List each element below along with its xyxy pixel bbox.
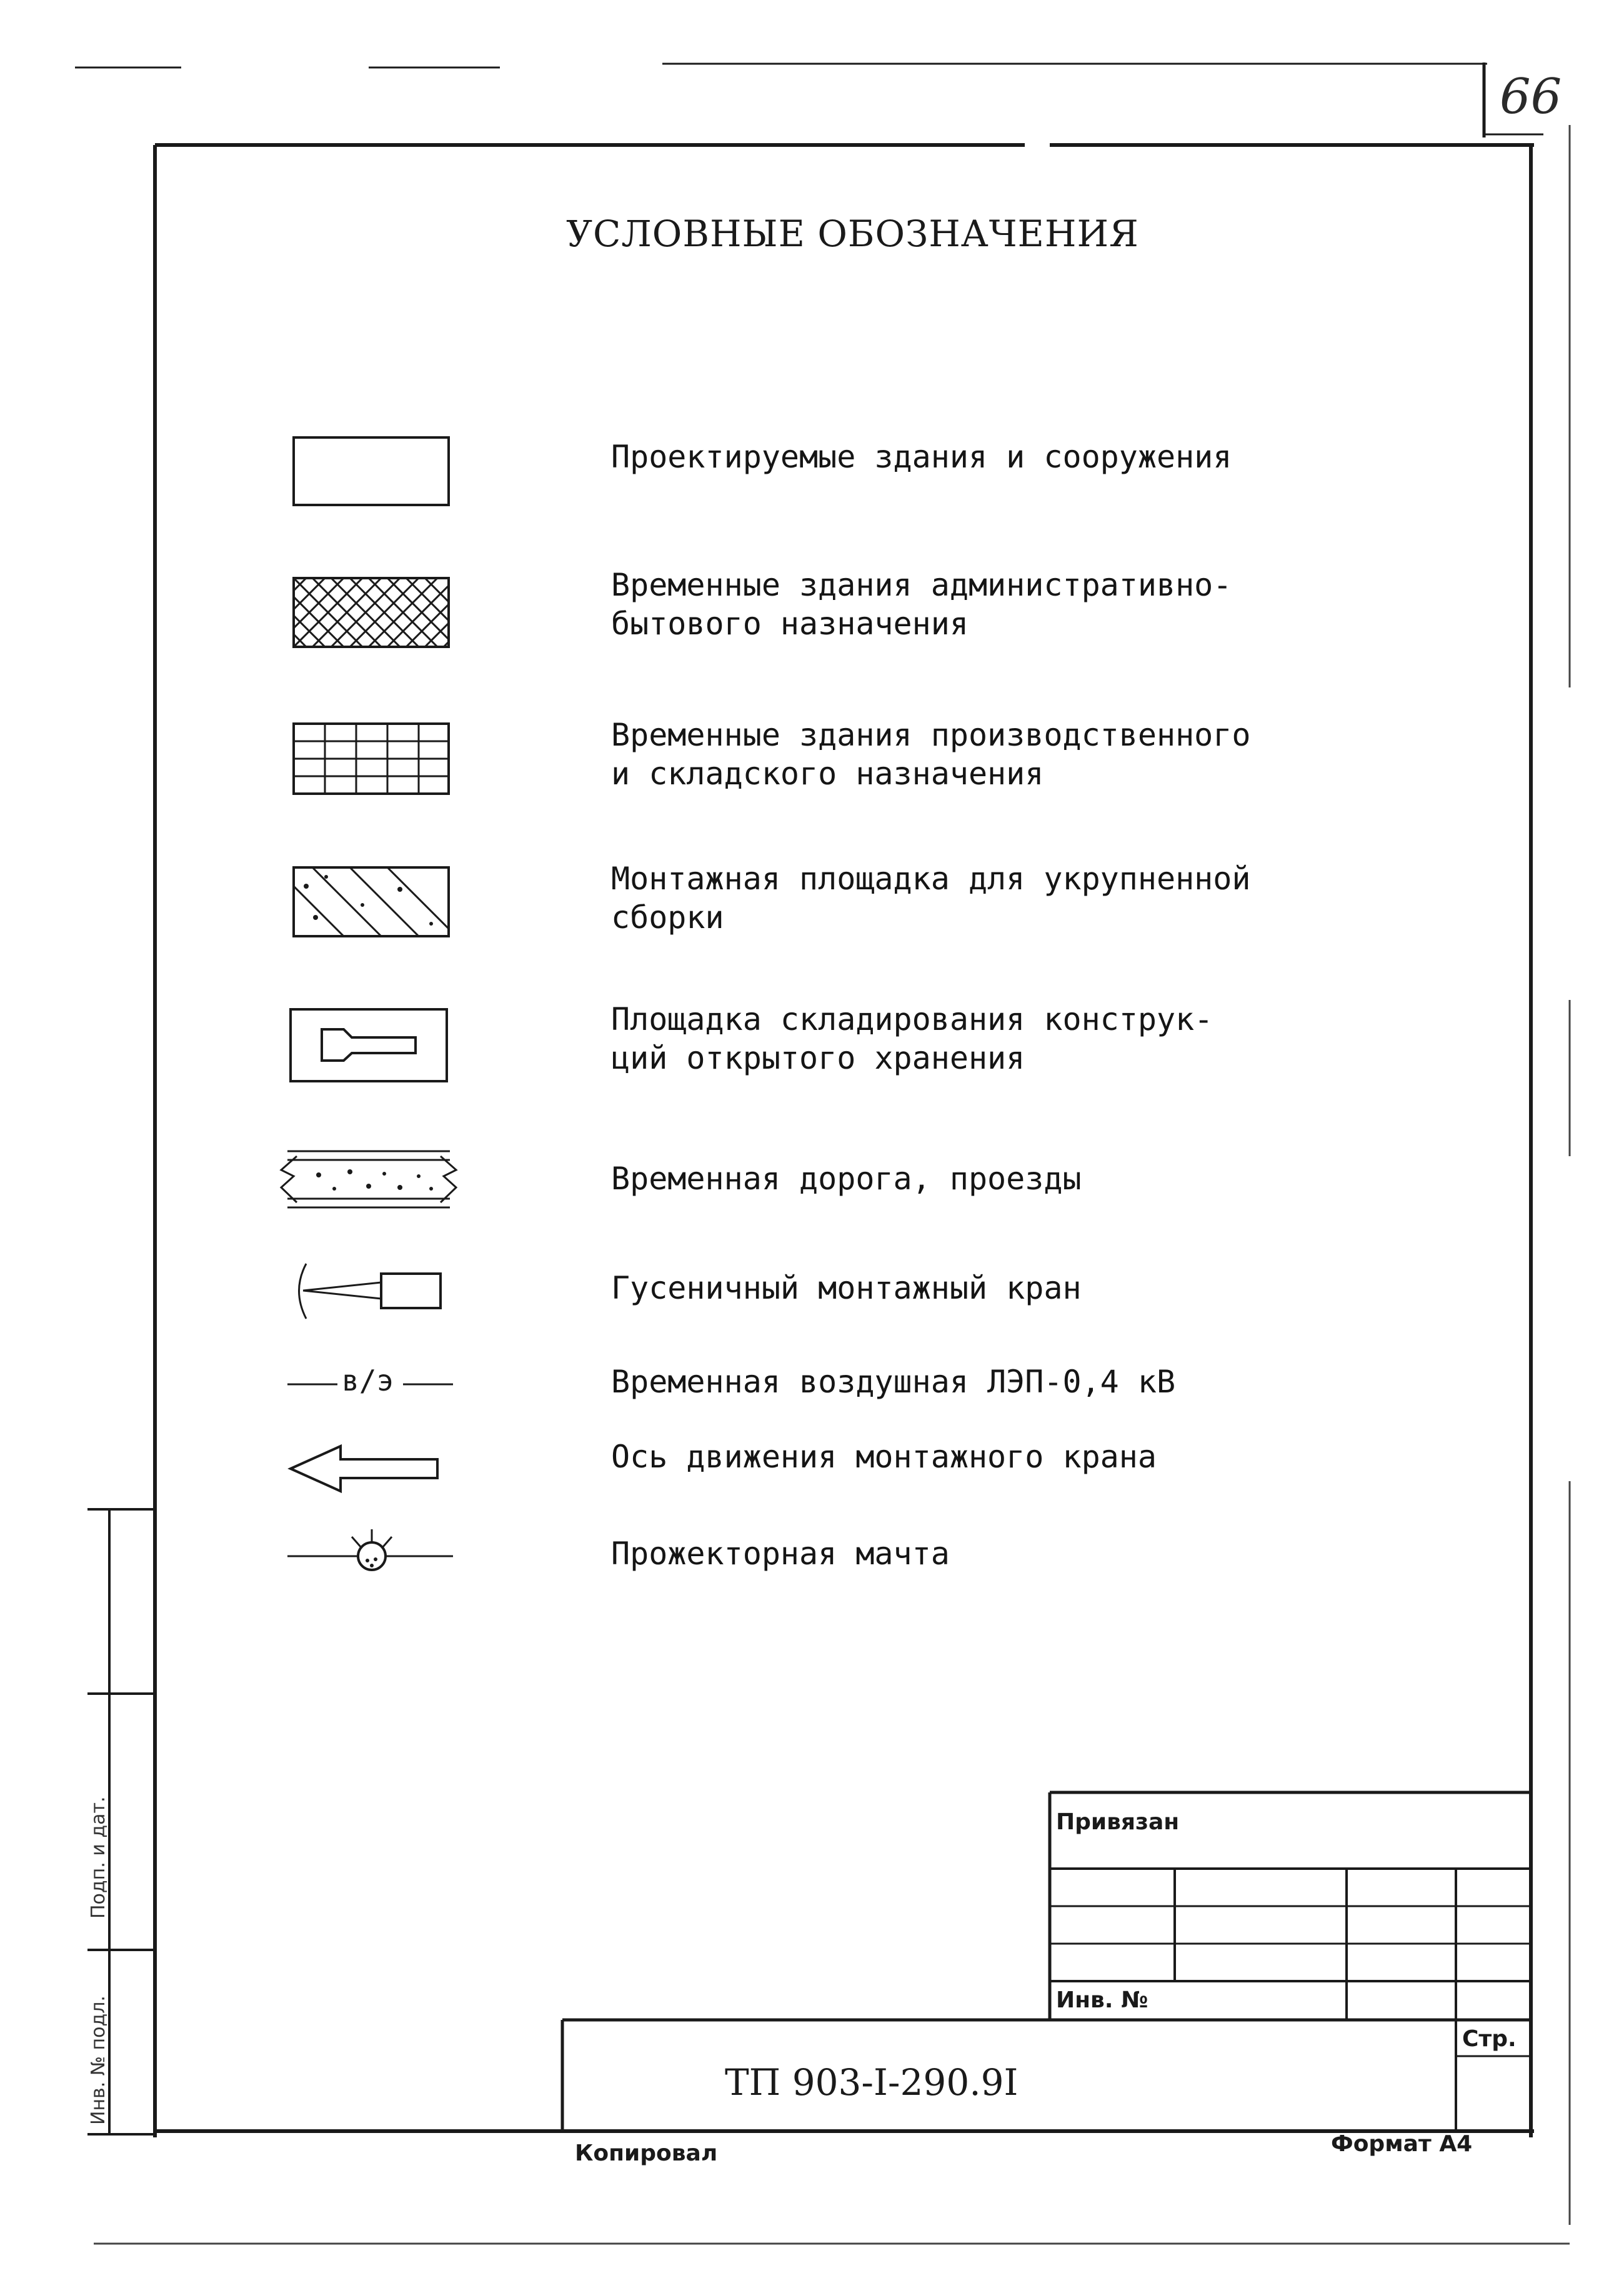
legend-text-assembly-site: Монтажная площадка для укрупненной сборки [611, 861, 1251, 936]
floodlight-mast-symbol [284, 1522, 456, 1591]
title-block-inv-number: Инв. № [1056, 1987, 1148, 2013]
road-symbol [275, 1137, 462, 1225]
title-block-privyazan: Привязан [1056, 1809, 1180, 1835]
arrow-symbol [284, 1437, 456, 1500]
rectangle-symbol [287, 431, 456, 512]
footer-copied: Копировал [575, 2141, 718, 2166]
power-line-label: в/э [342, 1364, 394, 1397]
legend-text-designed-buildings: Проектируемые здания и сооружения [611, 439, 1232, 475]
legend-text-crane-axis: Ось движения монтажного крана [611, 1439, 1157, 1475]
grid-symbol [287, 717, 456, 799]
legend-text-admin-buildings: Временные здания административно- бытового назначения [611, 567, 1232, 642]
page-number: 66 [1500, 69, 1562, 125]
crawler-crane-symbol [284, 1256, 456, 1325]
diagonal-hatch-symbol [287, 861, 456, 942]
title-block-page-label: Стр. [1462, 2026, 1517, 2052]
storage-area-symbol [284, 1003, 456, 1087]
cross-hatch-symbol [287, 572, 456, 653]
footer-format: Формат А4 [1331, 2131, 1473, 2157]
document-code: ТП 903-I-290.9I [725, 2061, 1019, 2104]
page-title: УСЛОВНЫЕ ОБОЗНАЧЕНИЯ [566, 212, 1139, 255]
side-signature-date-label: Подп. и дат. [87, 1796, 109, 1919]
legend-text-floodlight-mast: Прожекторная мачта [611, 1536, 950, 1572]
power-line-symbol [284, 1356, 456, 1412]
legend-text-crawler-crane: Гусеничный монтажный кран [611, 1270, 1082, 1306]
legend-text-temporary-road: Временная дорога, проезды [611, 1161, 1082, 1197]
legend-text-production-buildings: Временные здания производственного и складского назначения [611, 717, 1251, 792]
side-inv-original-label: Инв. № подл. [87, 1996, 109, 2125]
legend-text-power-line: Временная воздушная ЛЭП-0,4 кВ [611, 1364, 1176, 1400]
legend-text-storage-area: Площадка складирования конструк- ций открытого хранения [611, 1001, 1213, 1076]
